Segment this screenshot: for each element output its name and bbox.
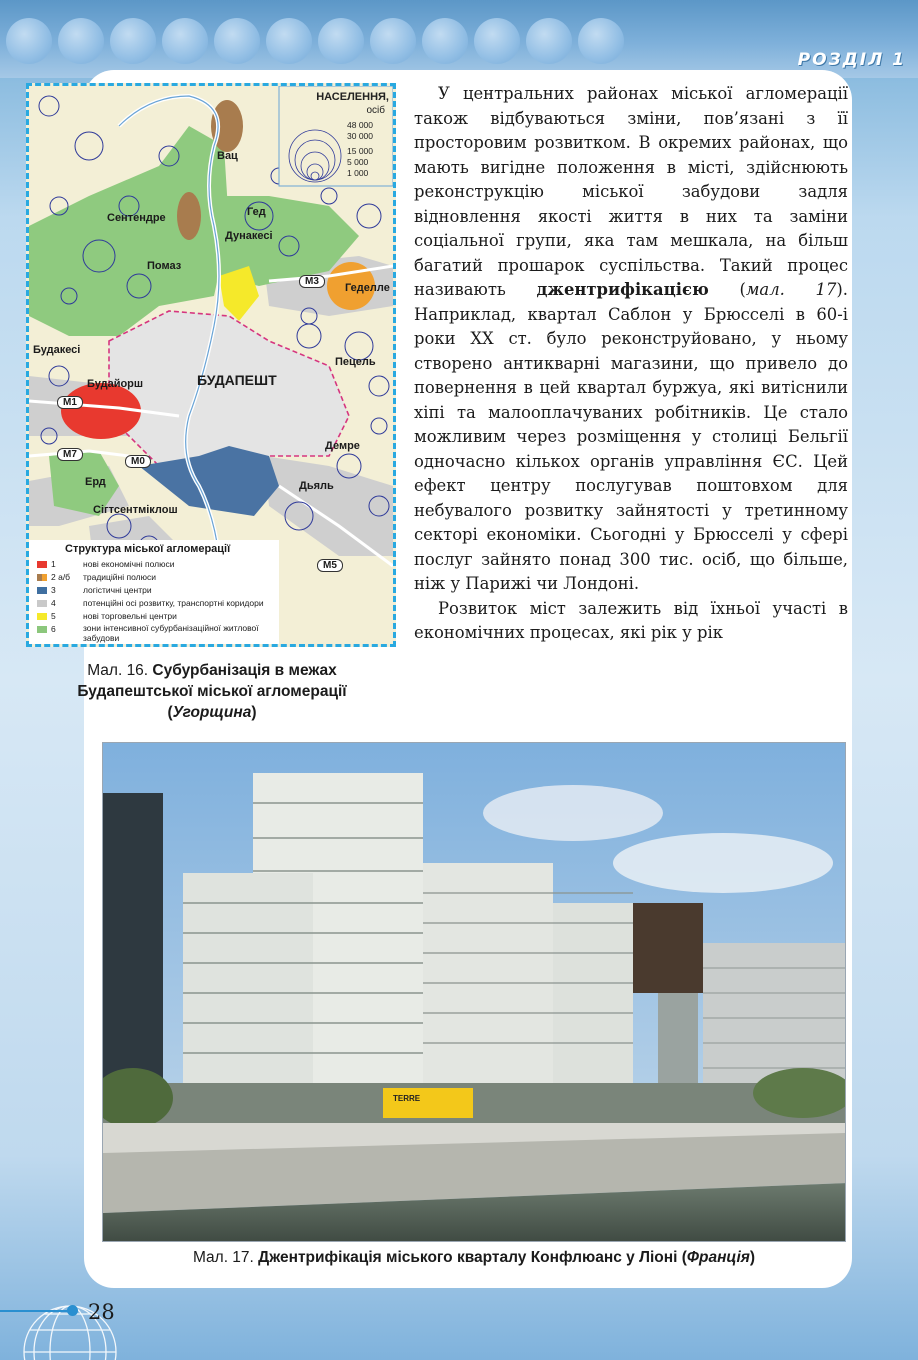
place-godollo: Геделле — [345, 282, 390, 294]
road-m1: M1 — [57, 396, 83, 409]
term-gentrification: джентрифікацією — [536, 280, 709, 299]
page-number: 28 — [88, 1300, 115, 1324]
place-demre: Демре — [325, 440, 360, 452]
legend-item: 5 нові торговельні центри — [51, 611, 177, 621]
building-brown — [633, 903, 703, 993]
population-legend-unit: осіб — [366, 105, 385, 116]
legend-items — [51, 558, 277, 643]
building-dark-left — [103, 793, 163, 1103]
figure16-caption: Мал. 16. Субурбанізація в межах Будапештської міської агломерації (Угорщина) — [77, 662, 347, 721]
traditional-pole-szentendre — [177, 192, 201, 240]
population-legend-title: НАСЕЛЕННЯ, — [316, 91, 389, 103]
place-dunakeszi: Дунакесі — [225, 230, 273, 242]
legend-title: Структура міської агломерації — [65, 543, 231, 555]
place-pecel: Пецель — [335, 356, 376, 368]
place-god: Гед — [247, 206, 266, 218]
place-pomaz: Помаз — [147, 260, 182, 272]
place-szentendre: Сентендре — [107, 212, 166, 224]
road-m0: M0 — [125, 455, 151, 468]
legend-item: 3 логістичні центри — [51, 585, 152, 595]
page-rule — [0, 1310, 70, 1312]
page-dot — [67, 1305, 78, 1316]
legend-item: 2 а/б традиційні полюси — [51, 572, 156, 582]
place-szigetszentmiklos: Сігтсентміклош — [93, 504, 178, 516]
paragraph-2: Розвиток міст залежить від їхньої участі в економічних процесах, які рік у рік — [414, 598, 848, 642]
road-m7: M7 — [57, 448, 83, 461]
population-scale: 48 000 30 000 15 000 5 000 1 000 — [347, 120, 373, 178]
paragraph-1: У центральних районах міської агломерації також відбуваються зміни, пов’язані з її просторовим розвитком. В окремих районах, що мають вигідне положення в місті, здійснюють реконструкцію міської забудови задля відновлення якості життя в них та заміни соціальної групи, яка там мешкала, на більш багатий прошарок суспільства. Такий процес називають джентрифікацією (мал. 17). Наприклад, квартал Саблон у Брюсселі в 60-і роки XX ст. було реконструйовано, у ньому створено антикварні магазини, що привело до повернення в цей квартал буржуа, які витіснили хіпі та малооплачуваних робітників. Це стало можливим через розміщення у столиці Бельгії одночасно кількох органів управління ЄС. Цей ефект центру послугував поштовхом для небувалого розвитку зайнятості у третинному секторі економіки. Сьогодні у Брюсселі у сфері послуг зайнято понад 300 тис. осіб, що більше, ніж у Парижі чи Лондоні. — [414, 84, 848, 593]
truck — [383, 1088, 473, 1118]
place-erd: Ерд — [85, 476, 106, 488]
road-m5: M5 — [317, 559, 343, 572]
road-m3: M3 — [299, 275, 325, 288]
confluence-photo — [102, 742, 846, 1242]
economic-pole — [61, 383, 141, 439]
legend-item: 6 зони інтенсивної субурбанізаційної житлової забудови — [51, 623, 259, 643]
building-middle — [423, 863, 553, 1113]
figure17-caption: Мал. 17. Джентрифікація міського кварталу Конфлюанс у Ліоні (Франція) — [192, 1249, 756, 1266]
decorative-dots — [0, 18, 640, 74]
place-budakeszi: Будакесі — [33, 344, 81, 356]
place-vac: Вац — [217, 150, 238, 162]
place-gyal: Дьяль — [299, 480, 334, 492]
legend-item: 4 потенційні осі розвитку, транспортні коридори — [51, 598, 264, 608]
suburbanization-map — [26, 83, 396, 647]
truck-sign: TERRE — [393, 1094, 421, 1103]
place-budaors: Будайорш — [87, 378, 144, 390]
figure-reference: мал. 17 — [745, 280, 837, 299]
place-budapest: БУДАПЕШТ — [197, 372, 277, 388]
header-band — [0, 0, 918, 78]
section-label: РОЗДІЛ 1 — [797, 50, 906, 70]
photo-svg — [103, 743, 846, 1242]
legend-item: 1 нові економічні полюси — [51, 559, 175, 569]
body-text — [414, 82, 848, 646]
